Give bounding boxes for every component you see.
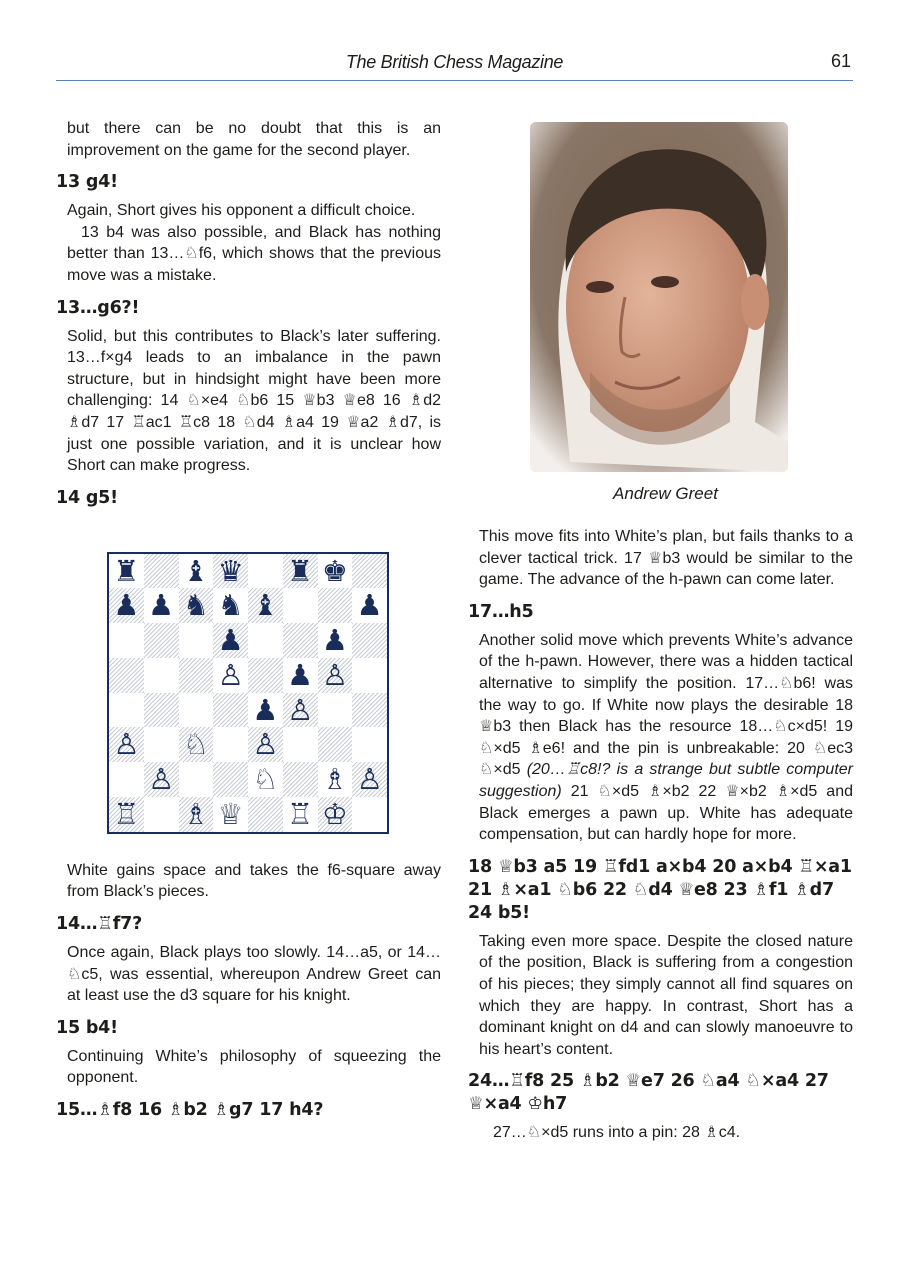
move-heading: 14 g5!: [56, 487, 118, 508]
white-piece-icon: ♙: [217, 657, 244, 692]
left-column: [56, 118, 441, 1128]
square-h1: [352, 797, 387, 832]
square-e1: [248, 797, 283, 832]
square-f6: [283, 623, 318, 658]
black-piece-icon: ♟: [113, 588, 140, 623]
chess-board: [109, 554, 387, 832]
square-a8: [109, 554, 144, 589]
square-h5: [352, 658, 387, 693]
square-e6: [248, 623, 283, 658]
square-d4: [213, 693, 248, 728]
square-f5: [283, 658, 318, 693]
page-header: [56, 48, 853, 81]
square-c5: [179, 658, 214, 693]
black-piece-icon: ♟: [321, 623, 348, 658]
white-piece-icon: ♔: [321, 796, 348, 831]
square-f7: [283, 588, 318, 623]
white-piece-icon: ♖: [113, 796, 140, 831]
square-c6: [179, 623, 214, 658]
italic-note: (20…♖c8!? is a strange but subtle computer suggestion): [479, 761, 853, 800]
square-h6: [352, 623, 387, 658]
square-g3: [318, 727, 353, 762]
white-piece-icon: ♖: [287, 796, 314, 831]
move-heading: 13…g6?!: [56, 297, 140, 318]
square-h7: [352, 588, 387, 623]
paragraph: Solid, but this contributes to Black’s later suffering. 13…f×g4 leads to an imbalance in the pawn structure, but in hindsight might have been more challenging: 14 ♘×e4 ♘b6 15 ♕b3 ♕e8 16 ♗d2 ♗d7 17 ♖ac1 ♖c8 18 ♘d4 ♗a4 19 ♕a2 ♗d7, is just one possible variation, and it is unclear how Short can make progress.: [67, 327, 441, 475]
square-h2: [352, 762, 387, 797]
square-g4: [318, 693, 353, 728]
paragraph: 27…♘×d5 runs into a pin: 28 ♗c4.: [493, 1124, 741, 1142]
square-b6: [144, 623, 179, 658]
square-e5: [248, 658, 283, 693]
square-d2: [213, 762, 248, 797]
square-b7: [144, 588, 179, 623]
square-e3: [248, 727, 283, 762]
square-d5: [213, 658, 248, 693]
black-piece-icon: ♟: [252, 692, 279, 727]
square-g1: [318, 797, 353, 832]
move-heading: 14…♖f7?: [56, 913, 143, 934]
magazine-title: The British Chess Magazine: [345, 52, 564, 72]
white-piece-icon: ♙: [252, 727, 279, 762]
square-a7: [109, 588, 144, 623]
photo-caption: Andrew Greet: [613, 484, 718, 503]
square-b5: [144, 658, 179, 693]
square-b2: [144, 762, 179, 797]
square-c7: [179, 588, 214, 623]
square-g6: [318, 623, 353, 658]
black-piece-icon: ♝: [182, 553, 209, 588]
square-c1: [179, 797, 214, 832]
square-a3: [109, 727, 144, 762]
square-e8: [248, 554, 283, 589]
black-piece-icon: ♝: [252, 588, 279, 623]
square-d1: [213, 797, 248, 832]
white-piece-icon: ♙: [148, 762, 175, 797]
square-g5: [318, 658, 353, 693]
chess-diagram: [107, 552, 389, 834]
black-piece-icon: ♞: [217, 588, 244, 623]
square-f8: [283, 554, 318, 589]
paragraph: [479, 630, 853, 846]
white-piece-icon: ♘: [252, 762, 279, 797]
square-d7: [213, 588, 248, 623]
paragraph: White gains space and takes the f6-square away from Black’s pieces.: [67, 861, 441, 901]
square-a1: [109, 797, 144, 832]
paragraph: This move fits into White’s plan, but fails thanks to a clever tactical trick. 17 ♕b3 would be similar to the game. The advance of the h-pawn can come later.: [479, 528, 853, 589]
square-d6: [213, 623, 248, 658]
square-a2: [109, 762, 144, 797]
black-piece-icon: ♟: [217, 623, 244, 658]
black-piece-icon: ♟: [356, 588, 383, 623]
white-piece-icon: ♗: [321, 762, 348, 797]
square-e2: [248, 762, 283, 797]
square-h8: [352, 554, 387, 589]
square-e7: [248, 588, 283, 623]
move-heading: 24…♖f8 25 ♗b2 ♕e7 26 ♘a4 ♘×a4 27 ♕×a4 ♔h7: [468, 1071, 829, 1115]
square-g7: [318, 588, 353, 623]
white-piece-icon: ♙: [287, 692, 314, 727]
square-f2: [283, 762, 318, 797]
square-h4: [352, 693, 387, 728]
square-d8: [213, 554, 248, 589]
square-a6: [109, 623, 144, 658]
paragraph-text: 21 ♘×d5 ♗×b2 22 ♕×b2 ♗×d5 and Black emerges a pawn up. White has adequate compensation, but can hardly hope for more.: [479, 782, 853, 844]
square-b4: [144, 693, 179, 728]
move-heading: 15…♗f8 16 ♗b2 ♗g7 17 h4?: [56, 1099, 324, 1120]
square-b3: [144, 727, 179, 762]
square-d3: [213, 727, 248, 762]
square-g8: [318, 554, 353, 589]
square-e4: [248, 693, 283, 728]
black-piece-icon: ♞: [182, 588, 209, 623]
square-a5: [109, 658, 144, 693]
page-number: 61: [830, 51, 851, 71]
square-f1: [283, 797, 318, 832]
paragraph: Once again, Black plays too slowly. 14…a5, or 14…♘c5, was essential, whereupon Andrew Greet can at least use the d3 square for his knight.: [67, 943, 441, 1005]
white-piece-icon: ♗: [182, 796, 209, 831]
paragraph: Taking even more space. Despite the closed nature of the position, Black is suffering from a congestion of his pieces; they simply cannot all find squares on which they are happy. In contrast, Short has a dominant knight on d4 and can slowly manoeuvre to his heart’s content.: [479, 932, 853, 1058]
move-heading: 13 g4!: [56, 172, 118, 193]
paragraph: Again, Short gives his opponent a difficult choice.: [67, 202, 416, 220]
paragraph: 13 b4 was also possible, and Black has nothing better than 13…♘f6, which shows that the previous move was a mistake.: [67, 223, 441, 284]
square-c3: [179, 727, 214, 762]
square-f4: [283, 693, 318, 728]
square-a4: [109, 693, 144, 728]
paragraph: but there can be no doubt that this is an improvement on the game for the second player.: [67, 120, 441, 159]
right-column: [468, 122, 853, 1144]
square-b1: [144, 797, 179, 832]
white-piece-icon: ♕: [217, 796, 244, 831]
white-piece-icon: ♙: [321, 657, 348, 692]
portrait-illustration: [530, 122, 788, 472]
square-c4: [179, 693, 214, 728]
black-piece-icon: ♚: [321, 553, 348, 588]
black-piece-icon: ♜: [113, 553, 140, 588]
square-c8: [179, 554, 214, 589]
player-photo: [530, 122, 788, 472]
white-piece-icon: ♙: [113, 727, 140, 762]
move-heading: 15 b4!: [56, 1017, 118, 1038]
black-piece-icon: ♜: [287, 553, 314, 588]
paragraph: Continuing White’s philosophy of squeezing the opponent.: [67, 1047, 441, 1087]
square-f3: [283, 727, 318, 762]
black-piece-icon: ♟: [287, 657, 314, 692]
square-h3: [352, 727, 387, 762]
paragraph-text: Another solid move which prevents White’s advance of the h-pawn. However, there was a hidden tactical alternative to simplify the position. 17…♘b6! was the way to go. If White now plays the desirable 18 ♕b3 then Black has the resource 18…♘c×d5! 19 ♘×d5 ♗e6! and the pin is unbreakable: 20 ♘ec3 ♘×d5: [479, 631, 853, 779]
square-c2: [179, 762, 214, 797]
white-piece-icon: ♘: [182, 727, 209, 762]
black-piece-icon: ♟: [148, 588, 175, 623]
move-heading: 18 ♕b3 a5 19 ♖fd1 a×b4 20 a×b4 ♖×a1 21 ♗×a1 ♘b6 22 ♘d4 ♕e8 23 ♗f1 ♗d7 24 b5!: [468, 856, 852, 923]
square-b8: [144, 554, 179, 589]
move-heading: 17…h5: [468, 601, 534, 622]
white-piece-icon: ♙: [356, 762, 383, 797]
black-piece-icon: ♛: [217, 553, 244, 588]
square-g2: [318, 762, 353, 797]
